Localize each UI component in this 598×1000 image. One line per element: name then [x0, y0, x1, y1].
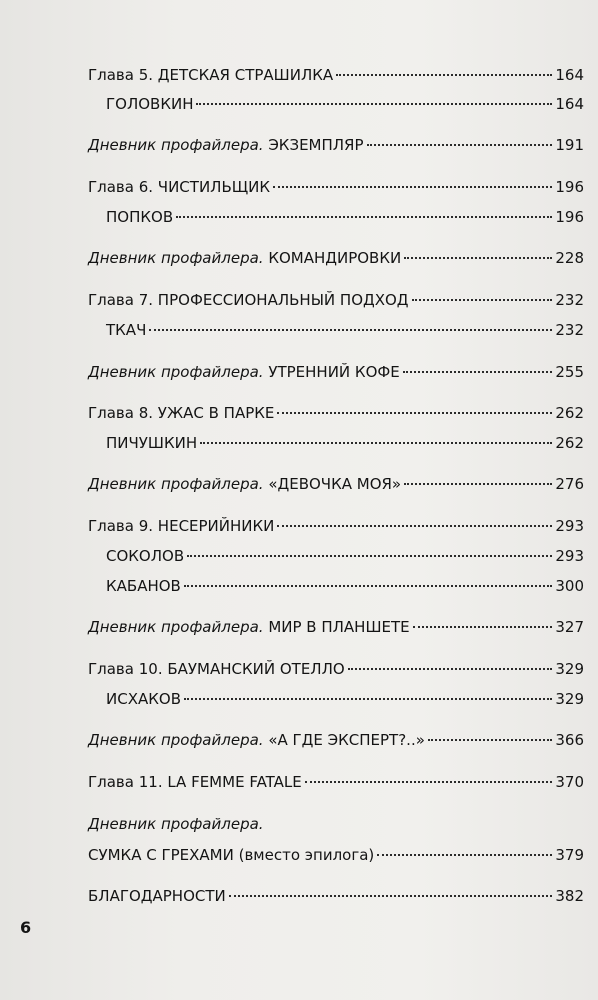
toc-entry-title: Глава 7. ПРОФЕССИОНАЛЬНЫЙ ПОДХОД	[88, 291, 409, 309]
toc-entry-title: Глава 10. БАУМАНСКИЙ ОТЕЛЛО	[88, 660, 345, 678]
diary-title: УТРЕННИЙ КОФЕ	[268, 363, 400, 381]
toc-entry-page: 300	[555, 577, 584, 595]
toc-entry-title: Глава 5. ДЕТСКАЯ СТРАШИЛКА	[88, 66, 334, 84]
toc-entry-page: 191	[555, 136, 584, 154]
toc-entry-title	[88, 615, 410, 639]
diary-prefix: Дневник профайлера.	[88, 815, 264, 833]
diary-prefix: Дневник профайлера.	[88, 136, 264, 154]
toc-entry-diary-epilogue-prefix	[88, 812, 584, 836]
toc-entry-sokolov	[106, 544, 584, 568]
toc-entry-chapter-10	[88, 657, 584, 681]
toc-entry-title	[88, 360, 400, 384]
leader-dots	[196, 103, 552, 105]
toc-entry-title: Глава 8. УЖАС В ПАРКЕ	[88, 404, 275, 422]
toc-entry-page: 293	[555, 547, 584, 565]
page-number: 6	[20, 918, 32, 937]
leader-dots	[412, 299, 553, 301]
toc-entry-page: 232	[555, 291, 584, 309]
toc-entry-title: БЛАГОДАРНОСТИ	[88, 887, 226, 905]
toc-entry-title: ПИЧУШКИН	[106, 434, 198, 452]
leader-dots	[367, 144, 553, 146]
toc-entry-pichushkin	[106, 431, 584, 455]
toc-entry-page: 232	[555, 321, 584, 339]
diary-title: «А ГДЕ ЭКСПЕРТ?..»	[268, 731, 425, 749]
toc-entry-page: 255	[555, 363, 584, 381]
toc-entry-page: 293	[555, 517, 584, 535]
diary-prefix: Дневник профайлера.	[88, 363, 264, 381]
toc-entry-diary-devochka-moya	[88, 472, 584, 496]
diary-prefix: Дневник профайлера.	[88, 618, 264, 636]
toc-entry-title	[88, 728, 425, 752]
toc-entry-diary-mir-v-planshete	[88, 615, 584, 639]
leader-dots	[428, 739, 552, 741]
leader-dots	[305, 781, 553, 783]
leader-dots	[187, 555, 552, 557]
toc-entry-chapter-6	[88, 175, 584, 199]
toc-entry-tkach	[106, 318, 584, 342]
diary-prefix: Дневник профайлера.	[88, 731, 264, 749]
toc-entry-title	[88, 812, 584, 836]
toc-entry-title	[88, 133, 364, 157]
toc-entry-title: СОКОЛОВ	[106, 547, 185, 565]
toc-entry-page: 382	[555, 887, 584, 905]
toc-entry-page: 276	[555, 475, 584, 493]
leader-dots	[277, 412, 552, 414]
toc-entry-kabanov	[106, 574, 584, 598]
toc-entry-page: 379	[555, 846, 584, 864]
toc-entry-title: Глава 6. ЧИСТИЛЬЩИК	[88, 178, 271, 196]
leader-dots	[184, 585, 553, 587]
leader-dots	[404, 257, 552, 259]
diary-title: ЭКЗЕМПЛЯР	[268, 136, 364, 154]
leader-dots	[184, 698, 552, 700]
toc-entry-title: ИСХАКОВ	[106, 690, 181, 708]
diary-title: МИР В ПЛАНШЕТЕ	[268, 618, 410, 636]
toc-entry-chapter-8	[88, 401, 584, 425]
toc-entry-page: 262	[555, 434, 584, 452]
leader-dots	[403, 371, 553, 373]
toc-entry-page: 228	[555, 249, 584, 267]
toc-entry-diary-a-gde-ekspert	[88, 728, 584, 752]
toc-entry-golovkin	[106, 92, 584, 116]
leader-dots	[229, 895, 553, 897]
toc-entry-page: 262	[555, 404, 584, 422]
toc-entry-page: 164	[555, 95, 584, 113]
toc-entry-chapter-7	[88, 288, 584, 312]
toc-entry-chapter-11	[88, 770, 584, 794]
toc-entry-page: 196	[555, 178, 584, 196]
leader-dots	[200, 442, 552, 444]
toc-entry-title	[88, 472, 401, 496]
toc-entry-title: СУМКА С ГРЕХАМИ (вместо эпилога)	[88, 846, 375, 864]
toc-entry-title: Глава 9. НЕСЕРИЙНИКИ	[88, 517, 275, 535]
toc-entry-page: 196	[555, 208, 584, 226]
leader-dots	[336, 74, 552, 76]
toc-entry-title: ГОЛОВКИН	[106, 95, 194, 113]
diary-prefix: Дневник профайлера.	[88, 475, 264, 493]
toc-entry-diary-utrenniy-kofe	[88, 360, 584, 384]
leader-dots	[348, 668, 553, 670]
toc-entry-title: Глава 11. LA FEMME FATALE	[88, 773, 302, 791]
leader-dots	[377, 854, 552, 856]
toc-entry-chapter-9	[88, 514, 584, 538]
diary-title: «ДЕВОЧКА МОЯ»	[268, 475, 402, 493]
toc-entry-title	[88, 246, 401, 270]
toc-entry-acknowledgements	[88, 884, 584, 908]
toc-entry-popkov	[106, 205, 584, 229]
toc-entry-page: 366	[555, 731, 584, 749]
toc-entry-title: КАБАНОВ	[106, 577, 181, 595]
toc-entry-diary-ekzemplyar	[88, 133, 584, 157]
toc-entry-page: 164	[555, 66, 584, 84]
diary-title: КОМАНДИРОВКИ	[268, 249, 402, 267]
toc-entry-iskhakov	[106, 687, 584, 711]
leader-dots	[277, 525, 552, 527]
toc-entry-page: 370	[555, 773, 584, 791]
leader-dots	[176, 216, 552, 218]
toc-entry-title: ТКАЧ	[106, 321, 147, 339]
diary-prefix: Дневник профайлера.	[88, 249, 264, 267]
leader-dots	[149, 329, 552, 331]
toc-entry-diary-komandirovki	[88, 246, 584, 270]
toc-entry-page: 327	[555, 618, 584, 636]
leader-dots	[273, 186, 552, 188]
toc-entry-epilogue	[88, 843, 584, 867]
leader-dots	[404, 483, 552, 485]
toc-entry-page: 329	[555, 660, 584, 678]
toc-entry-chapter-5	[88, 63, 584, 87]
toc-entry-page: 329	[555, 690, 584, 708]
toc-entry-title: ПОПКОВ	[106, 208, 174, 226]
leader-dots	[413, 626, 553, 628]
